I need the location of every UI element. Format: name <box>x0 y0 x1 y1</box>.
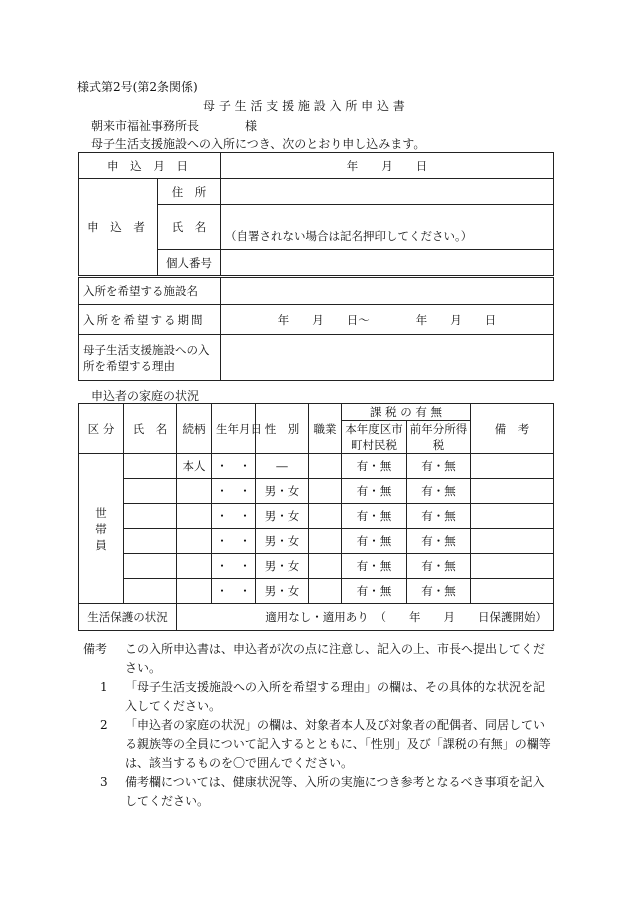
member-job[interactable] <box>309 554 342 579</box>
applicant-label: 申 込 者 <box>79 179 158 276</box>
member-birth[interactable]: ・ ・ <box>212 529 256 554</box>
member-tax-prev[interactable]: 有・無 <box>407 479 471 504</box>
facility-row <box>79 278 554 305</box>
list-item <box>83 773 553 811</box>
member-name[interactable] <box>124 479 177 504</box>
note-text: 「母子生活支援施設への入所を希望する理由」の欄は、その具体的な状況を記入してください。 <box>125 680 546 713</box>
member-tax-current[interactable]: 有・無 <box>342 504 407 529</box>
member-remarks[interactable] <box>471 479 554 504</box>
member-sex[interactable]: 男・女 <box>256 504 309 529</box>
list-item <box>83 716 553 773</box>
member-relation[interactable] <box>177 479 212 504</box>
table-row <box>79 529 554 554</box>
member-sex[interactable]: ― <box>256 454 309 479</box>
name-note: （自署されない場合は記名押印してください。） <box>225 229 473 243</box>
member-birth[interactable]: ・ ・ <box>212 504 256 529</box>
table-row <box>79 579 554 604</box>
note-text: 備考欄については、健康状況等、入所の実施につき参考となるべき事項を記入してください。 <box>125 775 545 808</box>
note-number: 2 <box>100 718 108 732</box>
notes-intro: この入所申込書は、申込者が次の点に注意し、記入の上、市長へ提出してください。 <box>125 642 546 675</box>
col-category: 区 分 <box>79 404 124 454</box>
notes-section <box>83 640 553 811</box>
member-tax-prev[interactable]: 有・無 <box>407 579 471 604</box>
name-field[interactable] <box>221 205 554 250</box>
col-birth: 生年月日 <box>212 404 256 454</box>
col-sex: 性 別 <box>256 404 309 454</box>
reason-label: 母子生活支援施設への入所を希望する理由 <box>79 335 221 381</box>
table-row <box>79 479 554 504</box>
date-row <box>79 153 554 179</box>
member-birth[interactable]: ・ ・ <box>212 579 256 604</box>
date-field[interactable]: 年 月 日 <box>221 153 554 179</box>
table-row <box>79 554 554 579</box>
name-label: 氏 名 <box>158 205 221 250</box>
address-row <box>79 179 554 205</box>
member-job[interactable] <box>309 454 342 479</box>
member-sex[interactable]: 男・女 <box>256 554 309 579</box>
member-birth[interactable]: ・ ・ <box>212 479 256 504</box>
personal-number-label: 個人番号 <box>158 250 221 276</box>
note-text: 「申込者の家庭の状況」の欄は、対象者本人及び対象者の配偶者、同居している親族等の全員について記入するとともに、「性別」及び「課税の有無」の欄等は、該当するものを〇で囲んでください。 <box>125 718 551 770</box>
notes-head: 備考 <box>83 642 108 656</box>
col-remarks: 備 考 <box>471 404 554 454</box>
member-name[interactable] <box>124 454 177 479</box>
date-label: 申 込 月 日 <box>79 153 221 179</box>
member-tax-current[interactable]: 有・無 <box>342 479 407 504</box>
member-tax-prev[interactable]: 有・無 <box>407 454 471 479</box>
intro-text: 母子生活支援施設への入所につき、次のとおり申し込みます。 <box>91 137 426 151</box>
welfare-row <box>79 604 554 631</box>
period-field[interactable]: 年 月 日～ 年 月 日 <box>221 305 554 335</box>
member-birth[interactable]: ・ ・ <box>212 454 256 479</box>
member-tax-current[interactable]: 有・無 <box>342 579 407 604</box>
member-name[interactable] <box>124 504 177 529</box>
member-tax-current[interactable]: 有・無 <box>342 454 407 479</box>
col-relation: 続柄 <box>177 404 212 454</box>
member-relation[interactable] <box>177 529 212 554</box>
member-name[interactable] <box>124 579 177 604</box>
family-table <box>78 403 554 631</box>
family-section-title: 申込者の家庭の状況 <box>91 389 200 403</box>
period-label: 入所を希望する期間 <box>79 305 221 335</box>
honorific: 様 <box>245 119 258 133</box>
table-row <box>79 504 554 529</box>
member-sex[interactable]: 男・女 <box>256 579 309 604</box>
application-table <box>78 152 554 276</box>
member-remarks[interactable] <box>471 529 554 554</box>
member-remarks[interactable] <box>471 579 554 604</box>
member-tax-prev[interactable]: 有・無 <box>407 529 471 554</box>
facility-label: 入所を希望する施設名 <box>79 278 221 305</box>
member-name[interactable] <box>124 554 177 579</box>
col-tax-current: 本年度区市町村民税 <box>342 421 407 454</box>
member-relation[interactable] <box>177 554 212 579</box>
facility-field[interactable] <box>221 278 554 305</box>
member-relation[interactable]: 本人 <box>177 454 212 479</box>
note-number: 3 <box>100 775 108 789</box>
reason-row <box>79 335 554 381</box>
member-birth[interactable]: ・ ・ <box>212 554 256 579</box>
col-tax-prev: 前年分所得税 <box>407 421 471 454</box>
member-job[interactable] <box>309 579 342 604</box>
reason-field[interactable] <box>221 335 554 381</box>
member-sex[interactable]: 男・女 <box>256 479 309 504</box>
period-row <box>79 305 554 335</box>
member-job[interactable] <box>309 479 342 504</box>
form-number: 様式第2号(第2条関係) <box>77 80 198 94</box>
household-label: 世 帯 員 <box>79 454 124 604</box>
member-tax-prev[interactable]: 有・無 <box>407 504 471 529</box>
address-label: 住 所 <box>158 179 221 205</box>
welfare-label: 生活保護の状況 <box>79 604 177 631</box>
member-relation[interactable] <box>177 504 212 529</box>
page-title: 母 子 生 活 支 援 施 設 入 所 申 込 書 <box>203 99 405 113</box>
member-tax-current[interactable]: 有・無 <box>342 554 407 579</box>
notes-intro-row <box>83 640 553 678</box>
member-remarks[interactable] <box>471 454 554 479</box>
col-job: 職業 <box>309 404 342 454</box>
member-sex[interactable]: 男・女 <box>256 529 309 554</box>
col-name: 氏 名 <box>124 404 177 454</box>
member-tax-current[interactable]: 有・無 <box>342 529 407 554</box>
member-job[interactable] <box>309 529 342 554</box>
member-remarks[interactable] <box>471 554 554 579</box>
member-remarks[interactable] <box>471 504 554 529</box>
member-name[interactable] <box>124 529 177 554</box>
member-job[interactable] <box>309 504 342 529</box>
addressee: 朝来市福祉事務所長 <box>91 119 200 133</box>
family-header-row-1 <box>79 404 554 421</box>
table-row <box>79 454 554 479</box>
address-field[interactable] <box>221 179 554 205</box>
facility-table <box>78 277 554 381</box>
personal-number-field[interactable] <box>221 250 554 276</box>
list-item <box>83 678 553 716</box>
member-tax-prev[interactable]: 有・無 <box>407 554 471 579</box>
welfare-field[interactable]: 適用なし・適用あり （ 年 月 日保護開始） <box>177 604 554 631</box>
col-tax-group: 課 税 の 有 無 <box>342 404 471 421</box>
note-number: 1 <box>100 680 108 694</box>
member-relation[interactable] <box>177 579 212 604</box>
